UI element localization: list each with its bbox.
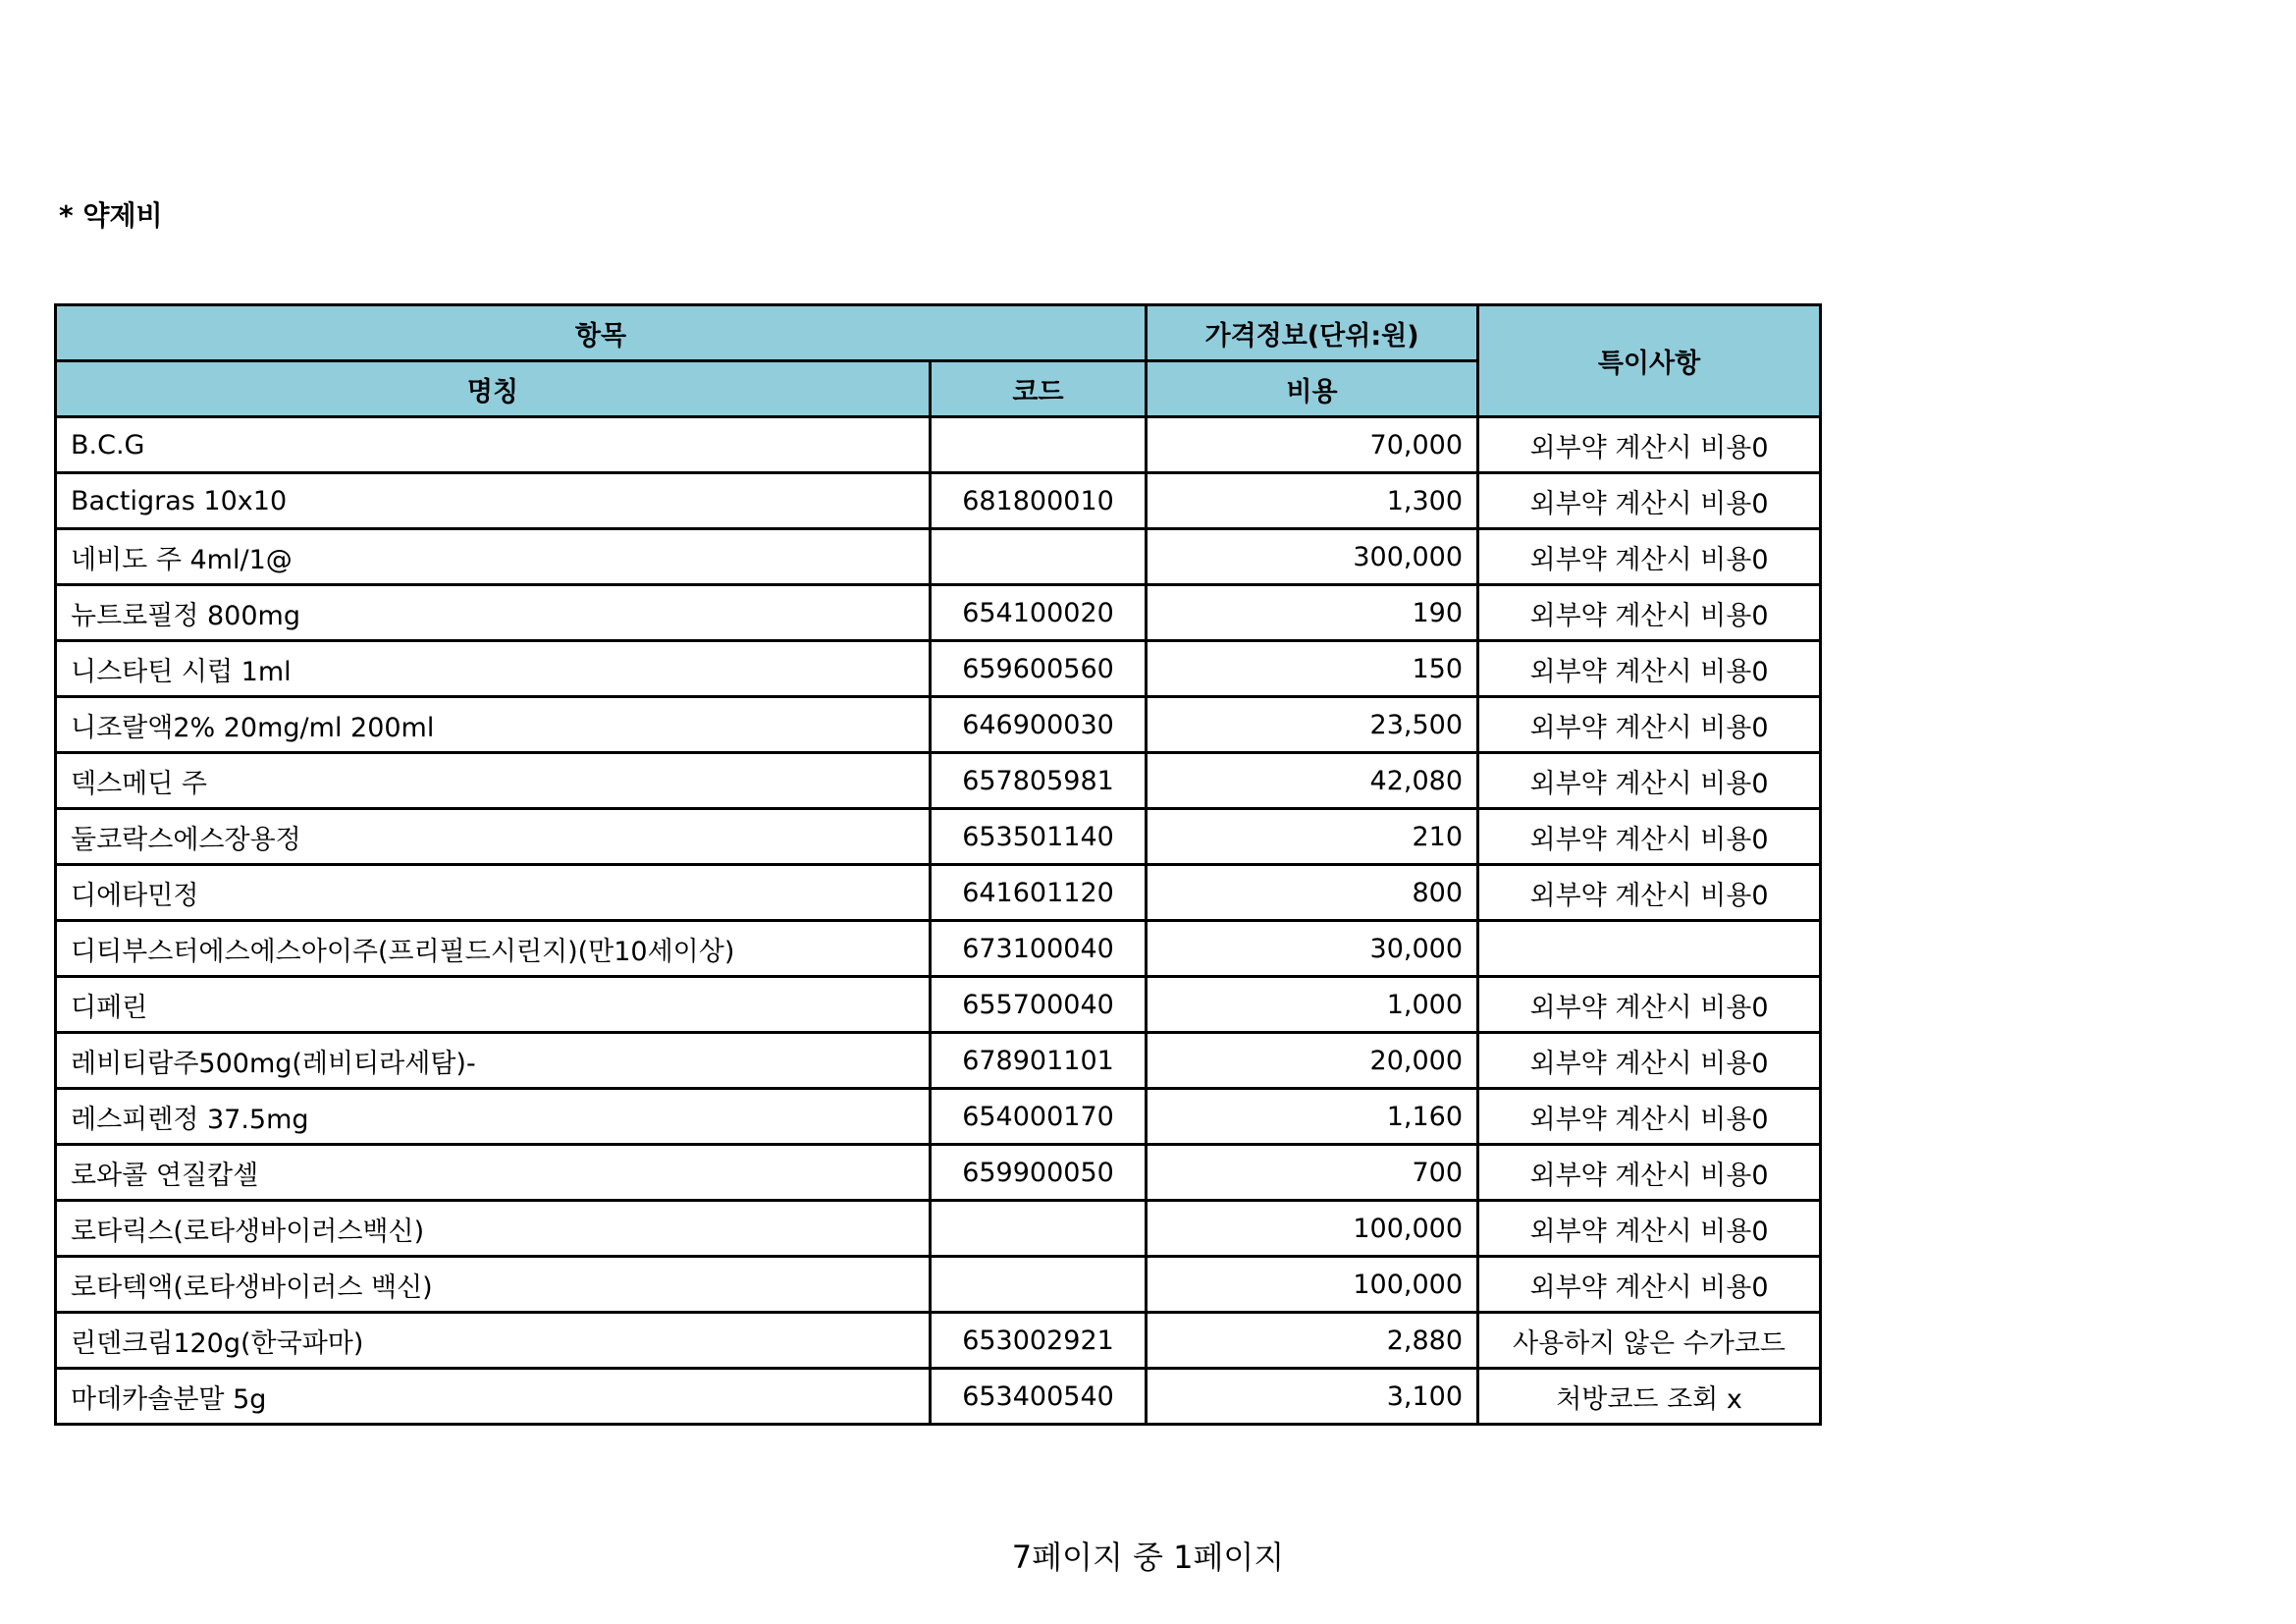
table-row: [56, 697, 1821, 753]
table-row: [56, 529, 1821, 585]
cell-cost: 30,000: [1147, 921, 1478, 977]
cell-name: 로와콜 연질캅셀: [56, 1145, 931, 1201]
cell-name: 마데카솔분말 5g: [56, 1369, 931, 1425]
table-row: [56, 865, 1821, 921]
table-header-group-row: [56, 305, 1821, 361]
table-row: [56, 1201, 1821, 1257]
cell-note: 외부약 계산시 비용0: [1478, 1145, 1821, 1201]
table-row: [56, 473, 1821, 529]
table-row: [56, 585, 1821, 641]
cell-code: 654100020: [931, 585, 1147, 641]
drug-cost-table: [54, 303, 1822, 1426]
cell-code: [931, 1201, 1147, 1257]
cell-cost: 1,160: [1147, 1089, 1478, 1145]
cell-name: 둘코락스에스장용정: [56, 809, 931, 865]
cell-note: 외부약 계산시 비용0: [1478, 1089, 1821, 1145]
header-name: 명칭: [56, 361, 931, 417]
cell-code: 659600560: [931, 641, 1147, 697]
cell-name: 디티부스터에스에스아이주(프리필드시린지)(만10세이상): [56, 921, 931, 977]
table-row: [56, 417, 1821, 473]
cell-note: 외부약 계산시 비용0: [1478, 529, 1821, 585]
cell-note: 외부약 계산시 비용0: [1478, 1033, 1821, 1089]
cell-code: 653002921: [931, 1313, 1147, 1369]
cell-note: 사용하지 않은 수가코드: [1478, 1313, 1821, 1369]
cell-name: 로타릭스(로타생바이러스백신): [56, 1201, 931, 1257]
cell-cost: 1,000: [1147, 977, 1478, 1033]
header-cost: 비용: [1147, 361, 1478, 417]
cell-cost: 100,000: [1147, 1201, 1478, 1257]
cell-cost: 100,000: [1147, 1257, 1478, 1313]
cell-cost: 70,000: [1147, 417, 1478, 473]
cell-cost: 1,300: [1147, 473, 1478, 529]
cell-cost: 2,880: [1147, 1313, 1478, 1369]
cell-code: 659900050: [931, 1145, 1147, 1201]
cell-note: 처방코드 조회 x: [1478, 1369, 1821, 1425]
cell-code: 654000170: [931, 1089, 1147, 1145]
cell-note: 외부약 계산시 비용0: [1478, 1201, 1821, 1257]
table-row: [56, 753, 1821, 809]
cell-name: 뉴트로필정 800mg: [56, 585, 931, 641]
table-row: [56, 921, 1821, 977]
header-item: 항목: [56, 305, 1147, 361]
cell-cost: 23,500: [1147, 697, 1478, 753]
cell-code: [931, 417, 1147, 473]
cell-note: 외부약 계산시 비용0: [1478, 641, 1821, 697]
cell-note: 외부약 계산시 비용0: [1478, 1257, 1821, 1313]
cell-note: 외부약 계산시 비용0: [1478, 865, 1821, 921]
cell-cost: 800: [1147, 865, 1478, 921]
header-price-info: 가격정보(단위:원): [1147, 305, 1478, 361]
cell-cost: 700: [1147, 1145, 1478, 1201]
cell-name: 디페린: [56, 977, 931, 1033]
cell-name: 린덴크림120g(한국파마): [56, 1313, 931, 1369]
cell-note: 외부약 계산시 비용0: [1478, 809, 1821, 865]
cell-note: 외부약 계산시 비용0: [1478, 417, 1821, 473]
cell-cost: 150: [1147, 641, 1478, 697]
cell-cost: 300,000: [1147, 529, 1478, 585]
cell-code: 646900030: [931, 697, 1147, 753]
cell-name: 네비도 주 4ml/1@: [56, 529, 931, 585]
cell-name: 레스피렌정 37.5mg: [56, 1089, 931, 1145]
table-row: [56, 809, 1821, 865]
cell-cost: 42,080: [1147, 753, 1478, 809]
cell-code: 653501140: [931, 809, 1147, 865]
cell-note: 외부약 계산시 비용0: [1478, 697, 1821, 753]
cell-name: 니스타틴 시럽 1ml: [56, 641, 931, 697]
table-row: [56, 1033, 1821, 1089]
page-indicator: 7페이지 중 1페이지: [1011, 1539, 1285, 1576]
cell-code: 655700040: [931, 977, 1147, 1033]
cell-name: 덱스메딘 주: [56, 753, 931, 809]
table-row: [56, 1257, 1821, 1313]
cell-note: [1478, 921, 1821, 977]
cell-name: 로타텍액(로타생바이러스 백신): [56, 1257, 931, 1313]
cell-name: 레비티람주500mg(레비티라세탐)-: [56, 1033, 931, 1089]
cell-cost: 3,100: [1147, 1369, 1478, 1425]
cell-name: Bactigras 10x10: [56, 473, 931, 529]
table-row: [56, 641, 1821, 697]
header-remarks: 특이사항: [1478, 305, 1821, 417]
table-body: [56, 417, 1821, 1425]
cell-code: [931, 529, 1147, 585]
table-row: [56, 977, 1821, 1033]
cell-note: 외부약 계산시 비용0: [1478, 585, 1821, 641]
cell-cost: 190: [1147, 585, 1478, 641]
cell-code: [931, 1257, 1147, 1313]
cell-code: 681800010: [931, 473, 1147, 529]
cell-code: 678901101: [931, 1033, 1147, 1089]
cell-note: 외부약 계산시 비용0: [1478, 977, 1821, 1033]
cell-note: 외부약 계산시 비용0: [1478, 753, 1821, 809]
cell-cost: 20,000: [1147, 1033, 1478, 1089]
cell-name: 니조랄액2% 20mg/ml 200ml: [56, 697, 931, 753]
header-code: 코드: [931, 361, 1147, 417]
cell-code: 641601120: [931, 865, 1147, 921]
cell-note: 외부약 계산시 비용0: [1478, 473, 1821, 529]
cell-code: 653400540: [931, 1369, 1147, 1425]
cell-cost: 210: [1147, 809, 1478, 865]
cell-name: B.C.G: [56, 417, 931, 473]
cell-code: 673100040: [931, 921, 1147, 977]
cell-name: 디에타민정: [56, 865, 931, 921]
table-row: [56, 1145, 1821, 1201]
cell-code: 657805981: [931, 753, 1147, 809]
section-title: * 약제비: [59, 199, 163, 232]
table-row: [56, 1369, 1821, 1425]
table-row: [56, 1089, 1821, 1145]
table-row: [56, 1313, 1821, 1369]
